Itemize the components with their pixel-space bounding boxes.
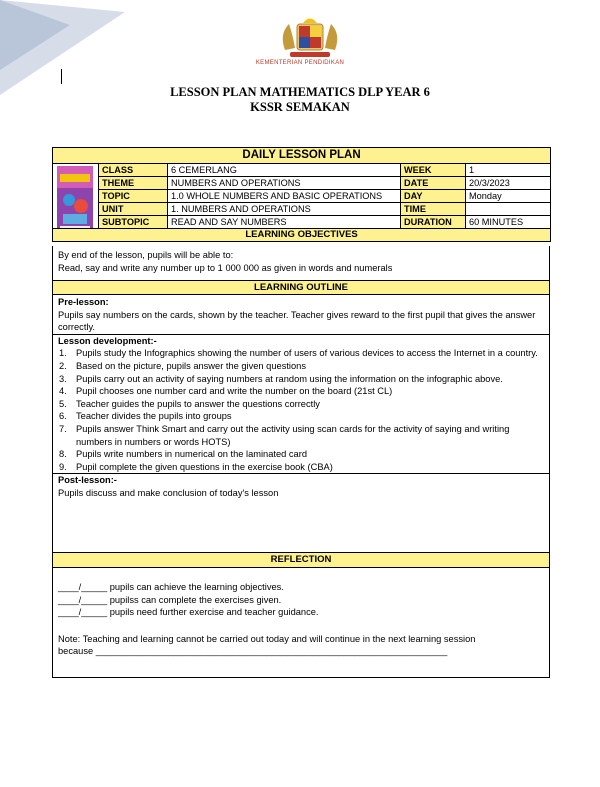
reflection-line: ____/_____ pupils need further exercise and teacher guidance. xyxy=(58,607,319,618)
daily-lesson-plan-heading: DAILY LESSON PLAN xyxy=(53,148,551,164)
list-item: 4. Pupil chooses one number card and write the number on the board (21st CL) xyxy=(59,386,393,397)
learning-objectives-heading: LEARNING OBJECTIVES xyxy=(53,229,551,242)
value-subtopic: READ AND SAY NUMBERS xyxy=(168,216,401,229)
textbook-cover-image xyxy=(57,166,93,229)
learning-objectives-section xyxy=(52,246,550,281)
table-row xyxy=(53,216,551,229)
label-theme: THEME xyxy=(99,177,168,190)
lesson-plan-table xyxy=(52,147,551,242)
reflection-heading: REFLECTION xyxy=(52,553,550,568)
objectives-text: Read, say and write any number up to 1 000 000 as given in words and numerals xyxy=(58,262,393,273)
post-lesson-label: Post-lesson:- xyxy=(58,475,117,486)
list-item: 6. Teacher divides the pupils into groups xyxy=(59,411,232,422)
list-item: 2. Based on the picture, pupils answer the given questions xyxy=(59,360,306,371)
list-item: 1. Pupils study the Infographics showing the number of users of various devices to access the Internet in a country. xyxy=(59,348,538,359)
corner-decoration xyxy=(0,0,130,95)
value-time xyxy=(466,203,551,216)
ministry-name: KEMENTERIAN PENDIDIKAN xyxy=(255,60,345,66)
pre-lesson-text: Pupils say numbers on the cards, shown by the teacher. Teacher gives reward to the first pupil that gives the answer correctly. xyxy=(58,309,536,333)
note-because-line: because ____________________________________________________________________ xyxy=(58,646,448,657)
label-date: DATE xyxy=(401,177,466,190)
label-time: TIME xyxy=(401,203,466,216)
label-duration: DURATION xyxy=(401,216,466,229)
post-lesson xyxy=(53,473,549,499)
learning-outline-section xyxy=(52,295,550,553)
label-subtopic: SUBTOPIC xyxy=(99,216,168,229)
list-item: 7. Pupils answer Think Smart and carry out the activity using scan cards for the activity of saying and writing numbers in numbers or words HOTS) xyxy=(59,423,510,447)
value-week: 1 xyxy=(466,164,551,177)
list-item: 9. Pupil complete the given questions in the exercise book (CBA) xyxy=(59,461,333,472)
table-row xyxy=(53,190,551,203)
label-unit: UNIT xyxy=(99,203,168,216)
label-class: CLASS xyxy=(99,164,168,177)
textbook-cover-cell xyxy=(53,164,99,229)
table-row xyxy=(53,203,551,216)
label-day: DAY xyxy=(401,190,466,203)
reflection-section xyxy=(52,568,550,678)
note-text: Note: Teaching and learning cannot be carried out today and will continue in the next learning session xyxy=(58,633,476,644)
list-item: 3. Pupils carry out an activity of saying numbers at random using the information on the infographic above. xyxy=(59,373,503,384)
lesson-development-list xyxy=(58,347,544,473)
value-day: Monday xyxy=(466,190,551,203)
value-unit: 1. NUMBERS AND OPERATIONS xyxy=(168,203,401,216)
label-topic: TOPIC xyxy=(99,190,168,203)
value-date: 20/3/2023 xyxy=(466,177,551,190)
lesson-development xyxy=(53,334,549,474)
learning-outline-heading: LEARNING OUTLINE xyxy=(52,281,550,295)
list-item: 5. Teacher guides the pupils to answer the questions correctly xyxy=(59,398,320,409)
text-cursor xyxy=(61,69,62,84)
lesson-development-label: Lesson development:- xyxy=(58,335,157,346)
crest-logo xyxy=(275,14,345,60)
value-duration: 60 MINUTES xyxy=(466,216,551,229)
label-week: WEEK xyxy=(401,164,466,177)
pre-lesson-label: Pre-lesson: xyxy=(58,297,109,307)
page-subtitle: KSSR SEMAKAN xyxy=(250,100,350,114)
value-class: 6 CEMERLANG xyxy=(168,164,401,177)
list-item: 8. Pupils write numbers in numerical on the laminated card xyxy=(59,449,307,460)
value-theme: NUMBERS AND OPERATIONS xyxy=(168,177,401,190)
post-lesson-text: Pupils discuss and make conclusion of today's lesson xyxy=(58,487,279,498)
value-topic: 1.0 WHOLE NUMBERS AND BASIC OPERATIONS xyxy=(168,190,401,203)
page-title: LESSON PLAN MATHEMATICS DLP YEAR 6 xyxy=(170,85,430,99)
table-row xyxy=(53,177,551,190)
objectives-intro: By end of the lesson, pupils will be able to: xyxy=(58,250,234,260)
reflection-line: ____/_____ pupils can achieve the learning objectives. xyxy=(58,582,284,592)
reflection-line: ____/_____ pupilss can complete the exercises given. xyxy=(58,594,282,605)
table-row xyxy=(53,164,551,177)
